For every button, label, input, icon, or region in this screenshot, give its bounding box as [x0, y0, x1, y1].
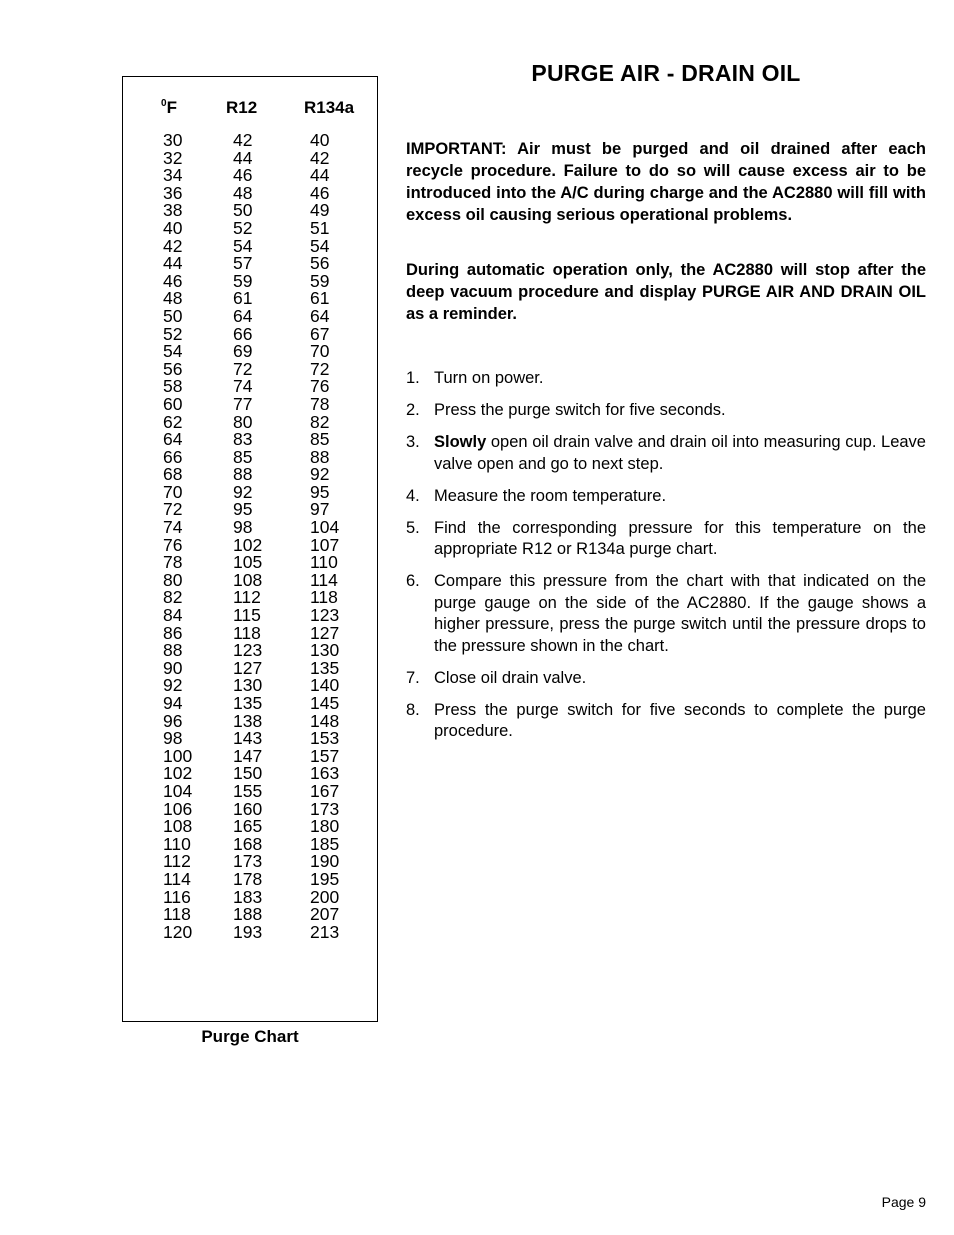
temp-cell: 50	[163, 305, 183, 326]
r134a-pressure-cell: 82	[310, 411, 330, 432]
temp-cell: 92	[163, 675, 183, 696]
r134a-pressure-cell: 167	[310, 780, 340, 801]
temp-cell: 110	[163, 833, 191, 854]
step-number: 3.	[406, 433, 420, 451]
r12-pressure-cell: 143	[233, 728, 263, 749]
r12-pressure-cell: 42	[233, 130, 253, 150]
r12-pressure-cell: 92	[233, 481, 253, 502]
r134a-pressure-cell: 140	[310, 675, 340, 696]
r134a-pressure-cell: 145	[310, 693, 340, 713]
r134a-pressure-cell: 118	[310, 587, 338, 608]
r134a-pressure-cell: 127	[310, 622, 340, 643]
temp-cell: 118	[163, 904, 191, 925]
temp-cell: 60	[163, 393, 183, 414]
table-row	[123, 607, 377, 625]
r134a-pressure-cell: 95	[310, 481, 330, 502]
temp-cell: 114	[163, 868, 191, 889]
temp-cell: 30	[163, 130, 183, 150]
step-number: 4.	[406, 486, 420, 505]
step-text: Find the corresponding pressure for this temperature on the appropriate R12 or R134a purge chart.	[434, 518, 926, 558]
r134a-pressure-cell: 114	[310, 569, 338, 590]
r134a-pressure-cell: 92	[310, 464, 330, 485]
temp-cell: 98	[163, 728, 183, 749]
step-text: Close oil drain valve.	[434, 668, 587, 687]
r12-pressure-cell: 155	[233, 780, 263, 801]
temp-cell: 120	[163, 921, 193, 942]
r134a-pressure-cell: 54	[310, 235, 330, 256]
temp-cell: 36	[163, 182, 183, 203]
r12-pressure-cell: 123	[233, 640, 263, 661]
r12-pressure-cell: 98	[233, 517, 253, 538]
r134a-pressure-cell: 135	[310, 657, 340, 678]
page-title: PURGE AIR - DRAIN OIL	[531, 60, 801, 86]
r134a-pressure-cell: 180	[310, 816, 340, 837]
table-row	[123, 921, 377, 942]
step-number: 1.	[406, 369, 420, 387]
temp-cell: 46	[163, 270, 183, 291]
r12-pressure-cell: 57	[233, 253, 253, 274]
r12-pressure-cell: 173	[233, 851, 263, 872]
temp-cell: 86	[163, 622, 183, 643]
step-number: 7.	[406, 668, 420, 687]
temp-cell: 82	[163, 587, 183, 608]
automatic-operation-note: During automatic operation only, the AC2880 will stop after the deep vacuum procedure and display PURGE AIR AND DRAIN OIL as a reminder.	[406, 261, 926, 323]
temp-unit: F	[166, 98, 177, 117]
r134a-pressure-cell: 44	[310, 165, 330, 186]
temp-cell: 84	[163, 605, 183, 626]
r134a-pressure-cell: 148	[310, 710, 340, 731]
temp-cell: 62	[163, 411, 183, 432]
step-text: Compare this pressure from the chart with that indicated on the purge gauge on the side of the AC2880. If the gauge shows a higher pressure, press the purge switch until the pressure drops to the pressure shown in the chart.	[434, 572, 926, 655]
r12-pressure-cell: 165	[233, 816, 263, 837]
r134a-pressure-cell: 72	[310, 358, 330, 379]
important-notice: IMPORTANT: Air must be purged and oil drained after each recycle procedure. Failure to do so will cause excess air to be introduced into the A/C during charge and the AC2880 will fill with excess oil causing serious operational problems.	[406, 140, 926, 224]
r12-pressure-cell: 64	[233, 305, 253, 326]
temp-cell: 38	[163, 200, 183, 221]
r12-pressure-cell: 183	[233, 886, 263, 907]
temp-cell: 34	[163, 165, 183, 186]
temp-cell: 102	[163, 763, 193, 784]
purge-chart-header	[123, 98, 377, 120]
temp-cell: 94	[163, 693, 183, 713]
step-text: Press the purge switch for five seconds.	[434, 401, 726, 419]
r12-pressure-cell: 118	[233, 622, 261, 643]
r134a-pressure-cell: 67	[310, 323, 330, 344]
r12-pressure-cell: 72	[233, 358, 253, 379]
r12-pressure-cell: 88	[233, 464, 253, 485]
r134a-pressure-cell: 130	[310, 640, 340, 661]
step-item	[406, 368, 926, 390]
purge-chart-caption: Purge Chart	[201, 1027, 299, 1046]
step-number: 5.	[406, 518, 420, 537]
r12-column-header: R12	[226, 98, 258, 117]
step-item	[406, 700, 926, 743]
r134a-pressure-cell: 123	[310, 605, 340, 626]
temp-cell: 52	[163, 323, 183, 344]
temp-cell: 58	[163, 376, 183, 397]
r134a-pressure-cell: 153	[310, 728, 340, 749]
r134a-pressure-cell: 213	[310, 921, 340, 942]
temp-cell: 96	[163, 710, 183, 731]
temp-cell: 112	[163, 851, 191, 872]
temp-cell: 88	[163, 640, 183, 661]
step-item	[406, 571, 926, 657]
r134a-pressure-cell: 51	[310, 217, 330, 238]
r134a-pressure-cell: 173	[310, 798, 340, 819]
r12-pressure-cell: 168	[233, 833, 263, 854]
r12-pressure-cell: 135	[233, 693, 263, 713]
r134a-pressure-cell: 107	[310, 534, 340, 555]
r12-pressure-cell: 85	[233, 446, 253, 467]
r134a-pressure-cell: 70	[310, 341, 330, 362]
r134a-pressure-cell: 42	[310, 147, 330, 168]
r134a-pressure-cell: 61	[310, 288, 330, 309]
table-row	[123, 393, 377, 414]
table-row	[123, 695, 377, 713]
temp-cell: 40	[163, 217, 183, 238]
r12-pressure-cell: 188	[233, 904, 263, 925]
table-row	[123, 217, 377, 238]
step-item	[406, 518, 926, 561]
r12-pressure-cell: 54	[233, 235, 253, 256]
r134a-pressure-cell: 78	[310, 393, 330, 414]
r12-pressure-cell: 178	[233, 868, 263, 889]
table-row	[123, 868, 377, 889]
temp-cell: 70	[163, 481, 183, 502]
table-row	[123, 780, 377, 801]
r12-pressure-cell: 193	[233, 921, 263, 942]
r134a-pressure-cell: 64	[310, 305, 330, 326]
r12-pressure-cell: 69	[233, 341, 253, 362]
r12-pressure-cell: 59	[233, 270, 253, 291]
step-text: Press the purge switch for five seconds to complete the purge procedure.	[434, 700, 926, 740]
step-number: 2.	[406, 401, 420, 419]
temp-cell: 106	[163, 798, 193, 819]
r12-pressure-cell: 108	[233, 569, 263, 590]
r134a-pressure-cell: 195	[310, 868, 340, 889]
r12-pressure-cell: 77	[233, 393, 253, 414]
temp-degree-superscript: 0	[161, 98, 167, 109]
temp-cell: 100	[163, 745, 193, 766]
r12-pressure-cell: 52	[233, 217, 253, 238]
r12-pressure-cell: 44	[233, 147, 253, 168]
r12-pressure-cell: 80	[233, 411, 253, 432]
r12-pressure-cell: 61	[233, 288, 253, 309]
temp-cell: 32	[163, 147, 183, 168]
r12-pressure-cell: 74	[233, 376, 253, 397]
r12-pressure-cell: 48	[233, 182, 253, 203]
table-row	[123, 132, 377, 150]
r134a-pressure-cell: 157	[310, 745, 340, 766]
procedure-steps	[406, 368, 926, 753]
r134a-pressure-cell: 85	[310, 429, 330, 450]
r12-pressure-cell: 138	[233, 710, 263, 731]
step-text: Measure the room temperature.	[434, 486, 667, 505]
r134a-column-header: R134a	[304, 98, 355, 117]
r12-pressure-cell: 105	[233, 552, 263, 573]
temp-cell: 44	[163, 253, 183, 274]
r12-pressure-cell: 112	[233, 587, 261, 608]
step-text: open oil drain valve and drain oil into measuring cup. Leave valve open and go to next step.	[434, 433, 926, 473]
temp-cell: 76	[163, 534, 183, 555]
r134a-pressure-cell: 97	[310, 499, 330, 520]
temp-cell: 72	[163, 499, 183, 520]
temp-cell: 104	[163, 780, 193, 801]
step-emphasis: Slowly	[434, 433, 487, 451]
r12-pressure-cell: 83	[233, 429, 253, 450]
r12-pressure-cell: 115	[233, 605, 261, 626]
r12-pressure-cell: 150	[233, 763, 263, 784]
r134a-pressure-cell: 185	[310, 833, 340, 854]
r12-pressure-cell: 127	[233, 657, 263, 678]
step-text: Turn on power.	[434, 369, 544, 387]
r134a-pressure-cell: 46	[310, 182, 330, 203]
temp-cell: 66	[163, 446, 183, 467]
r134a-pressure-cell: 59	[310, 270, 330, 291]
r12-pressure-cell: 95	[233, 499, 253, 520]
r12-pressure-cell: 50	[233, 200, 253, 221]
r134a-pressure-cell: 40	[310, 130, 330, 150]
table-row	[123, 305, 377, 326]
step-item	[406, 432, 926, 475]
purge-chart-table	[122, 76, 378, 1022]
temp-cell: 56	[163, 358, 183, 379]
r134a-pressure-cell: 88	[310, 446, 330, 467]
r134a-pressure-cell: 190	[310, 851, 340, 872]
step-item	[406, 400, 926, 422]
r134a-pressure-cell: 200	[310, 886, 340, 907]
temp-cell: 74	[163, 517, 183, 538]
page-number: Page 9	[881, 1194, 926, 1210]
r12-pressure-cell: 147	[233, 745, 263, 766]
step-number: 8.	[406, 700, 420, 719]
r134a-pressure-cell: 104	[310, 517, 340, 538]
r134a-pressure-cell: 49	[310, 200, 330, 221]
r12-pressure-cell: 46	[233, 165, 253, 186]
temp-cell: 78	[163, 552, 183, 573]
r12-pressure-cell: 160	[233, 798, 263, 819]
temp-cell: 64	[163, 429, 183, 450]
r134a-pressure-cell: 56	[310, 253, 330, 274]
step-item	[406, 668, 926, 690]
temp-cell: 48	[163, 288, 183, 309]
temp-cell: 108	[163, 816, 193, 837]
r134a-pressure-cell: 110	[310, 552, 338, 573]
purge-chart-rows	[123, 132, 377, 941]
r12-pressure-cell: 66	[233, 323, 253, 344]
r134a-pressure-cell: 163	[310, 763, 340, 784]
step-item	[406, 486, 926, 508]
temp-cell: 90	[163, 657, 183, 678]
r12-pressure-cell: 130	[233, 675, 263, 696]
temp-column-header	[161, 98, 177, 118]
step-number: 6.	[406, 572, 420, 590]
temp-cell: 80	[163, 569, 183, 590]
temp-cell: 68	[163, 464, 183, 485]
r134a-pressure-cell: 76	[310, 376, 330, 397]
r134a-pressure-cell: 207	[310, 904, 340, 925]
temp-cell: 116	[163, 886, 191, 907]
temp-cell: 54	[163, 341, 183, 362]
temp-cell: 42	[163, 235, 183, 256]
r12-pressure-cell: 102	[233, 534, 263, 555]
